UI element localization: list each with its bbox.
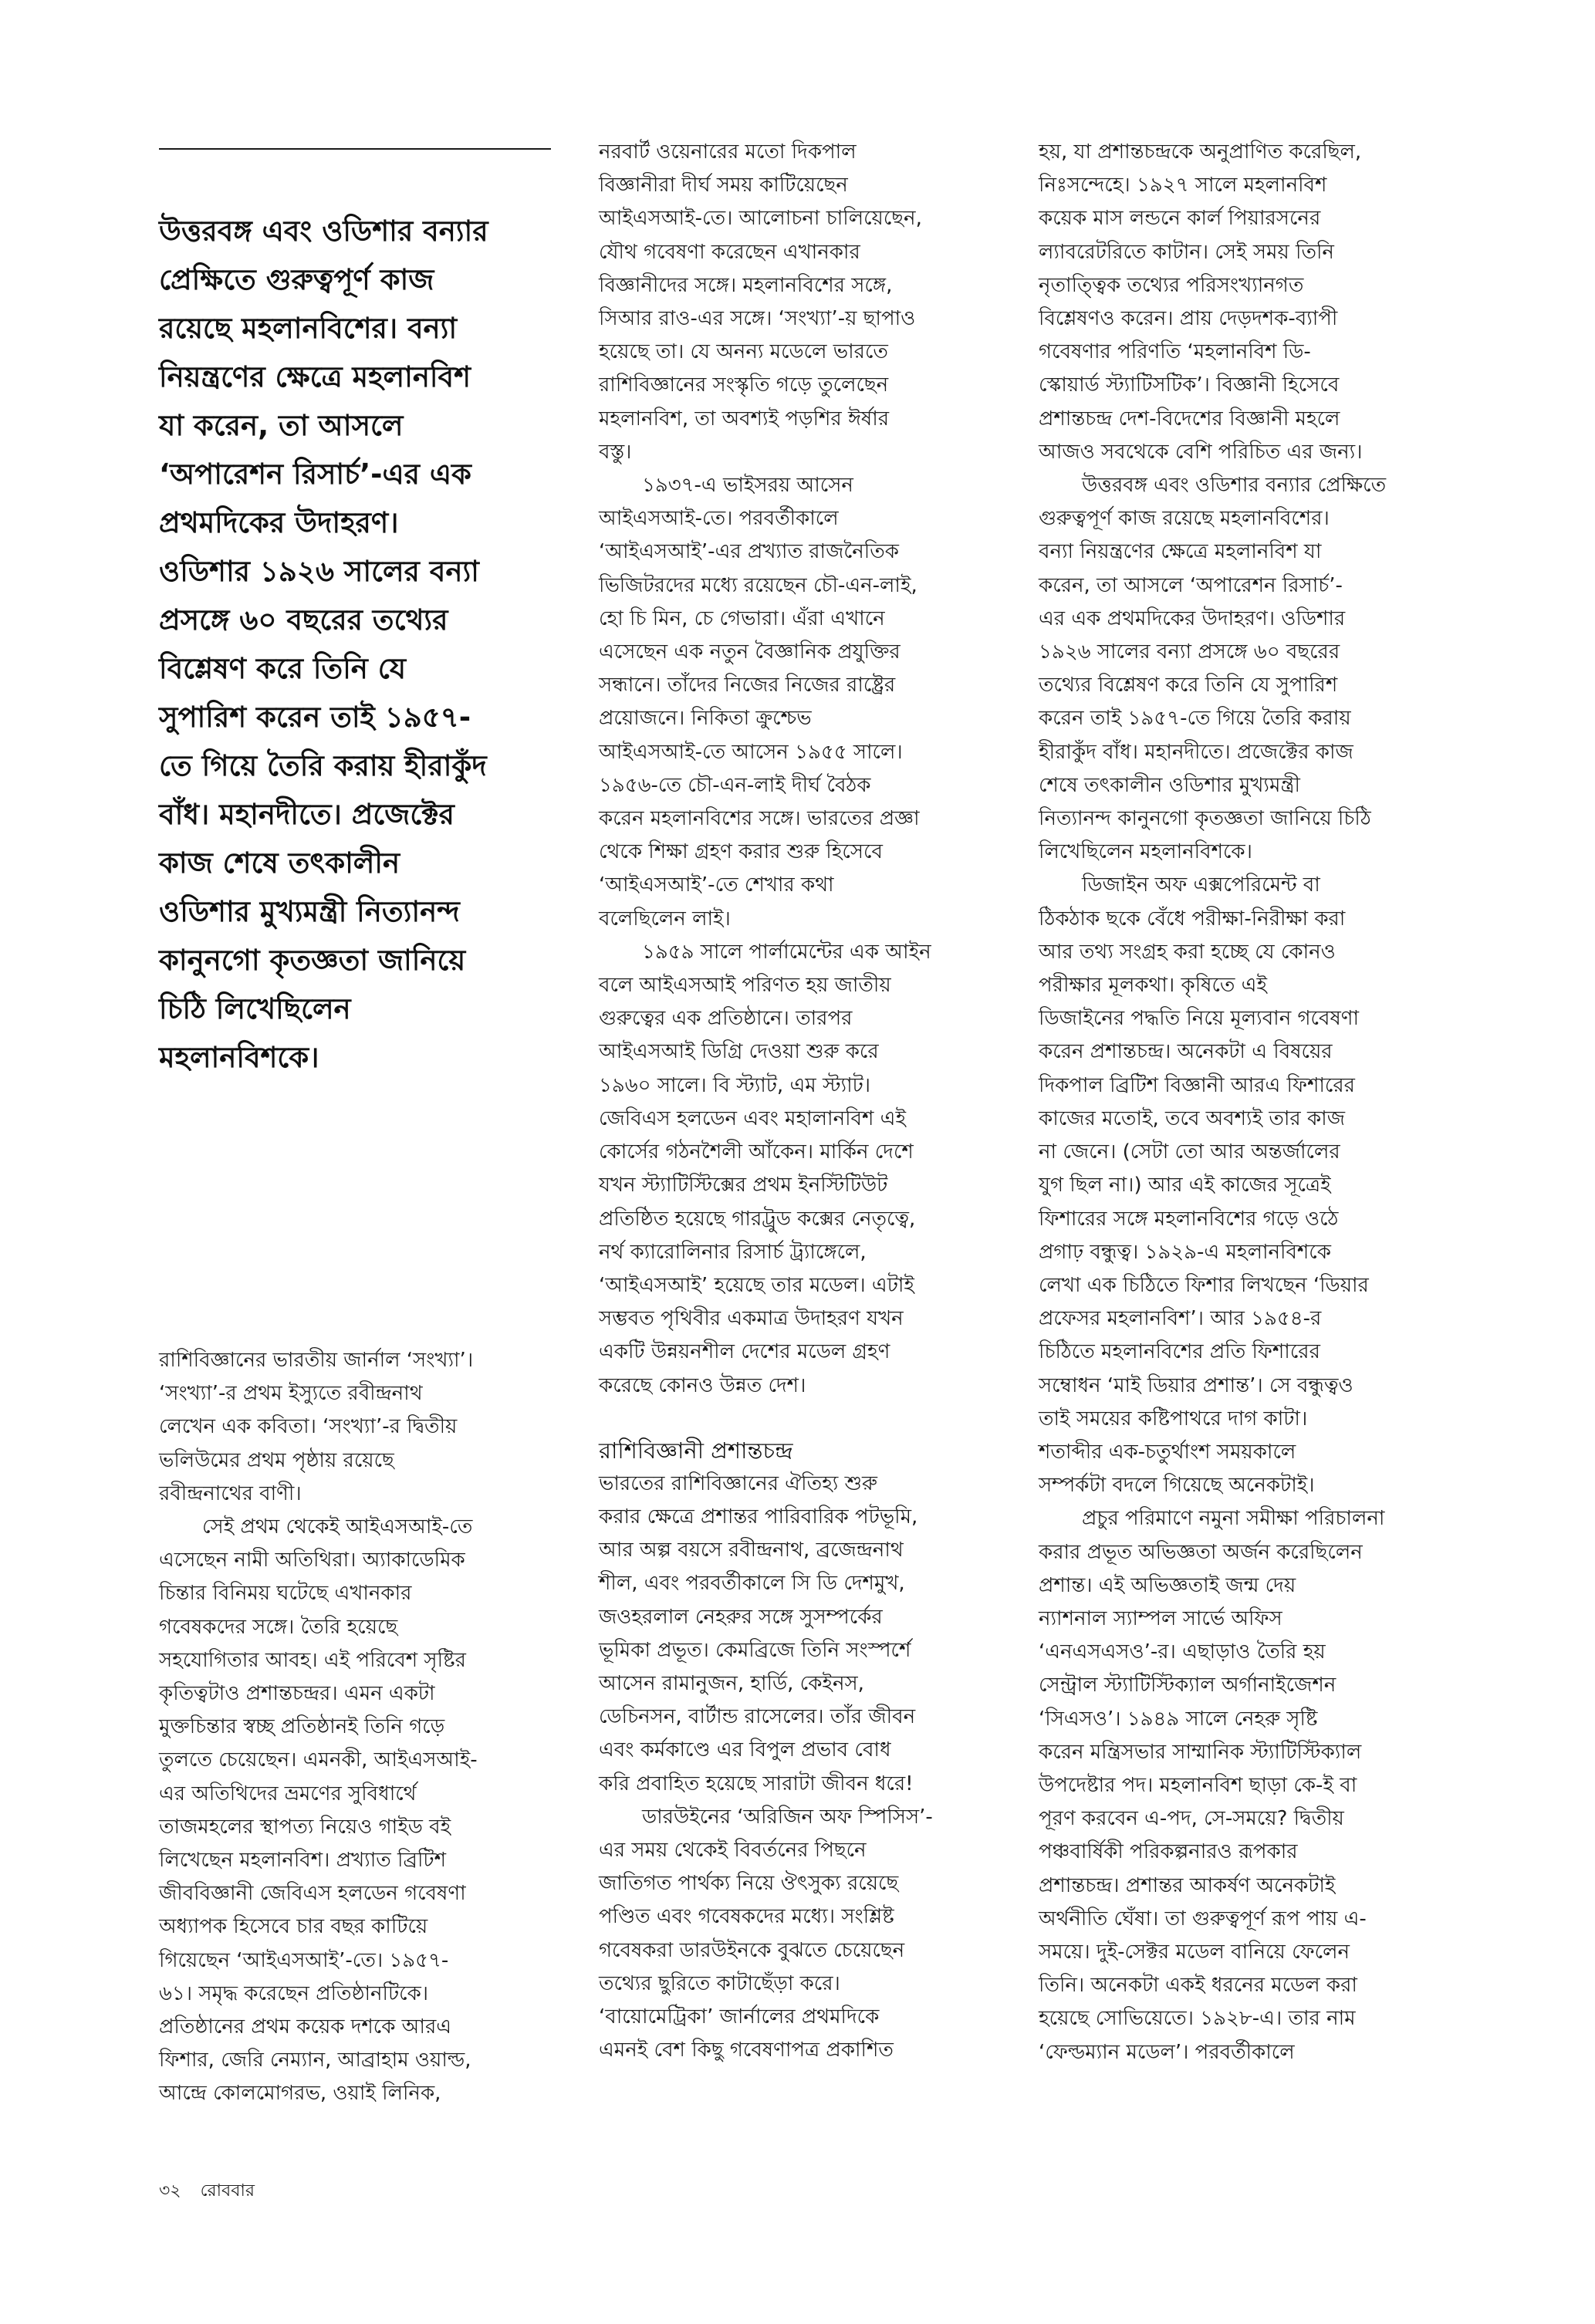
body-text-line: উত্তরবঙ্গ এবং ওডিশার বন্যার প্রেক্ষিতে — [1082, 474, 1387, 498]
pull-quote-line: প্রথমদিকের উদাহরণ। — [159, 506, 399, 539]
body-text-line: করি প্রবাহিত হয়েছে সারাটা জীবন ধরে! — [599, 1772, 914, 1795]
body-text-line: রবীন্দ্রনাথের বাণী। — [159, 1481, 302, 1505]
body-text-line: ১৯৩৭-এ ভাইসরয় আসেন — [642, 474, 853, 498]
body-text-line: বন্যা নিয়ন্ত্রণের ক্ষেত্রে মহলানবিশ যা — [1039, 540, 1322, 564]
body-text-line: প্রফেসর মহলানবিশ’। আর ১৯৫৪-র — [1039, 1307, 1322, 1331]
publication-name: রোববার — [200, 2181, 255, 2201]
body-text-line: চিঠিতে মহলানবিশের প্রতি ফিশারের — [1039, 1340, 1320, 1364]
body-text-line: লিখেছেন মহলানবিশ। প্রখ্যাত ব্রিটিশ — [159, 1849, 446, 1873]
pull-quote-line: রয়েছে মহলানবিশের। বন্যা — [159, 312, 458, 345]
body-text-line: বলে আইএসআই পরিণত হয় জাতীয় — [599, 974, 891, 998]
body-text-line: এবং কর্মকাণ্ডে এর বিপুল প্রভাব বোধ — [599, 1738, 891, 1762]
pull-quote-line: ওডিশার ১৯২৬ সালের বন্যা — [159, 555, 479, 588]
body-text-line: জাতিগত পার্থক্য নিয়ে ঔৎসুক্য রয়েছে — [599, 1872, 899, 1896]
body-text-line: ডেচিনসন, বার্টান্ড রাসেলের। তাঁর জীবন — [599, 1705, 916, 1729]
pull-quote-line: তে গিয়ে তৈরি করায় হীরাকুঁদ — [159, 749, 487, 782]
body-text-line: প্রচুর পরিমাণে নমুনা সমীক্ষা পরিচালনা — [1082, 1507, 1385, 1531]
pull-quote-line: মহলানবিশকে। — [159, 1041, 319, 1074]
body-text-line: জেবিএস হলডেন এবং মহালানবিশ এই — [599, 1106, 906, 1130]
body-text-line: প্রশান্ত। এই অভিজ্ঞতাই জন্ম দেয় — [1039, 1573, 1296, 1597]
pull-quote-line: ওডিশার মুখ্যমন্ত্রী নিত্যানন্দ — [159, 895, 460, 928]
body-text-line: পূরণ করবেন এ-পদ, সে-সময়ে? দ্বিতীয় — [1039, 1807, 1344, 1831]
body-text-line: প্রশান্তচন্দ্র। প্রশান্তর আকর্ষণ অনেকটাই — [1039, 1873, 1336, 1897]
body-text-line: মহলানবিশ, তা অবশ্যই পড়শির ঈর্ষার — [599, 407, 890, 431]
body-text-line: ভূমিকা প্রভূত। কেমব্রিজে তিনি সংস্পর্শে — [599, 1638, 911, 1662]
body-text-line: আজও সবথেকে বেশি পরিচিত এর জন্য। — [1039, 440, 1363, 464]
body-text-line: আন্দ্রে কোলমোগরভ, ওয়াই লিনিক, — [159, 2082, 441, 2106]
body-text-line: পঞ্চবার্ষিকী পরিকল্পনারও রূপকার — [1039, 1840, 1298, 1864]
body-text-line: তাই সময়ের কষ্টিপাথরে দাগ কাটা। — [1039, 1407, 1308, 1431]
body-text-line: রাশিবিজ্ঞানের সংস্কৃতি গড়ে তুলেছেন — [599, 373, 889, 397]
body-text-line: ৬১। সমৃদ্ধ করেছেন প্রতিষ্ঠানটিকে। — [159, 1981, 429, 2005]
pull-quote-line: ‘অপারেশন রিসার্চ’-এর এক — [159, 458, 471, 491]
body-text-line: প্রতিষ্ঠিত হয়েছে গারট্রুড কক্সের নেতৃত্বে, — [599, 1207, 916, 1231]
body-text-line: না জেনে। (সেটা তো আর অন্তর্জালের — [1039, 1140, 1340, 1164]
body-text-line: ‘সিএসও’। ১৯৪৯ সালে নেহরু সৃষ্টি — [1039, 1707, 1318, 1731]
pull-quote-line: কাজ শেষে তৎকালীন — [159, 846, 400, 880]
body-text-line: কৃতিত্বটাও প্রশান্তচন্দ্রর। এমন একটা — [159, 1682, 435, 1706]
body-text-line: ‘এনএসএসও’-র। এছাড়াও তৈরি হয় — [1039, 1640, 1326, 1664]
middle-column-text-before-heading — [599, 136, 1000, 1403]
middle-column — [599, 136, 1000, 2067]
body-text-line: এমনই বেশ কিছু গবেষণাপত্র প্রকাশিত — [599, 2039, 894, 2062]
body-text-line: তুলতে চেয়েছেন। এমনকী, আইএসআই- — [159, 1748, 478, 1772]
body-text-line: নর্থ ক্যারোলিনার রিসার্চ ট্র্যাঙ্গেলে, — [599, 1240, 867, 1264]
body-text-line: নরবার্ট ওয়েনারের মতো দিকপাল — [599, 140, 857, 164]
middle-column-text-after-heading — [599, 1468, 1000, 2068]
body-text-line: সম্বোধন ‘মাই ডিয়ার প্রশান্ত’। সে বন্ধুত্বও — [1039, 1373, 1353, 1397]
body-text-line: অধ্যাপক হিসেবে চার বছর কাটিয়ে — [159, 1915, 428, 1939]
body-text-line: এর অতিথিদের ভ্রমণের সুবিধার্থে — [159, 1782, 417, 1805]
body-text-line: তথ্যের ছুরিতে কাটাছেঁড়া করে। — [599, 1971, 840, 1995]
body-text-line: অর্থনীতি ঘেঁষা। তা গুরুত্বপূর্ণ রূপ পায় এ- — [1039, 1907, 1367, 1930]
body-text-line: হীরাকুঁদ বাঁধ। মহানদীতে। প্রজেক্টের কাজ — [1039, 740, 1353, 764]
body-text-line: করেছে কোনও উন্নত দেশ। — [599, 1373, 806, 1397]
body-text-line: এর সময় থেকেই বিবর্তনের পিছনে — [599, 1838, 867, 1862]
body-text-line: লিখেছিলেন মহলানবিশকে। — [1039, 840, 1252, 864]
body-text-line: বস্তু। — [599, 440, 632, 464]
body-text-line: যুগ ছিল না।) আর এই কাজের সূত্রেই — [1039, 1174, 1331, 1197]
body-text-line: আসেন রামানুজন, হার্ডি, কেইনস, — [599, 1671, 864, 1695]
body-text-line: প্রয়োজনে। নিকিতা ক্রুশ্চেভ — [599, 707, 812, 731]
body-text-line: করেন মন্ত্রিসভার সাম্মানিক স্ট্যাটিস্টিক্যাল — [1039, 1740, 1362, 1764]
body-text-line: এর এক প্রথমদিকের উদাহরণ। ওডিশার — [1039, 606, 1346, 630]
pull-quote — [159, 207, 560, 1082]
body-text-line: আইএসআই-তে। পরবর্তীকালে — [599, 507, 839, 531]
body-text-line: করার প্রভূত অভিজ্ঞতা অর্জন করেছিলেন — [1039, 1540, 1363, 1564]
body-text-line: সহযোগিতার আবহ। এই পরিবেশ সৃষ্টির — [159, 1648, 466, 1672]
body-text-line: ‘আইএসআই’-এর প্রখ্যাত রাজনৈতিক — [599, 540, 899, 564]
body-text-line: আইএসআই-তে আসেন ১৯৫৫ সালে। — [599, 740, 903, 764]
top-rule-divider — [159, 148, 551, 150]
body-text-line: ডিজাইন অফ এক্সপেরিমেন্ট বা — [1082, 873, 1320, 897]
body-text-line: ফিশার, জেরি নেম্যান, আব্রাহাম ওয়াল্ড, — [159, 2049, 471, 2072]
body-text-line: করেন মহলানবিশের সঙ্গে। ভারতের প্রজ্ঞা — [599, 807, 920, 831]
pull-quote-line: চিঠি লিখেছিলেন — [159, 992, 351, 1025]
body-text-line: ন্যাশনাল স্যাম্পল সার্ভে অফিস — [1039, 1606, 1282, 1630]
body-text-line: চিন্তার বিনিময় ঘটেছে এখানকার — [159, 1582, 412, 1606]
body-text-line: প্রগাঢ় বন্ধুত্ব। ১৯২৯-এ মহলানবিশকে — [1039, 1240, 1331, 1264]
body-text-line: প্রশান্তচন্দ্র দেশ-বিদেশের বিজ্ঞানী মহলে — [1039, 407, 1340, 431]
body-text-line: বিশ্লেষণও করেন। প্রায় দেড়দশক-ব্যাপী — [1039, 307, 1338, 331]
pull-quote-line: সুপারিশ করেন তাই ১৯৫৭- — [159, 701, 471, 734]
body-text-line: হয়েছে সোভিয়েতে। ১৯২৮-এ। তার নাম — [1039, 2007, 1356, 2031]
body-text-line: মুক্তচিন্তার স্বচ্ছ প্রতিষ্ঠানই তিনি গড়ে — [159, 1715, 445, 1739]
body-text-line: করেন প্রশান্তচন্দ্র। অনেকটা এ বিষয়ের — [1039, 1040, 1333, 1064]
body-text-line: সম্পর্কটা বদলে গিয়েছে অনেকটাই। — [1039, 1474, 1315, 1498]
body-text-line: আর তথ্য সংগ্রহ করা হচ্ছে যে কোনও — [1039, 940, 1336, 964]
body-text-line: পরীক্ষার মূলকথা। কৃষিতে এই — [1039, 974, 1267, 998]
body-text-line: লেখা এক চিঠিতে ফিশার লিখছেন ‘ডিয়ার — [1039, 1273, 1369, 1297]
body-text-line: করার ক্ষেত্রে প্রশান্তর পারিবারিক পটভূমি, — [599, 1505, 918, 1529]
body-text-line: প্রতিষ্ঠানের প্রথম কয়েক দশকে আরএ — [159, 2015, 452, 2039]
pull-quote-line: উত্তরবঙ্গ এবং ওডিশার বন্যার — [159, 214, 488, 248]
pull-quote-line: নিয়ন্ত্রণের ক্ষেত্রে মহলানবিশ — [159, 360, 471, 394]
body-text-line: শীল, এবং পরবর্তীকালে সি ডি দেশমুখ, — [599, 1572, 905, 1596]
pull-quote-line: কানুনগো কৃতজ্ঞতা জানিয়ে — [159, 944, 466, 977]
left-column-body — [159, 1344, 560, 2111]
body-text-line: পণ্ডিত এবং গবেষকদের মধ্যে। সংশ্লিষ্ট — [599, 1905, 894, 1929]
body-text-line: কয়েক মাস লন্ডনে কার্ল পিয়ারসনের — [1039, 207, 1321, 231]
body-text-line: ‘বায়োমেট্রিকা’ জার্নালের প্রথমদিকে — [599, 2005, 880, 2028]
page-number: ৩২ — [159, 2181, 181, 2201]
body-text-line: স্কোয়ার্ড স্ট্যাটিসটিক’। বিজ্ঞানী হিসেবে — [1039, 373, 1340, 397]
body-text-line: ভলিউমের প্রথম পৃষ্ঠায় রয়েছে — [159, 1448, 394, 1472]
body-text-line: সম্ভবত পৃথিবীর একমাত্র উদাহরণ যখন — [599, 1307, 904, 1331]
body-text-line: হয়, যা প্রশান্তচন্দ্রকে অনুপ্রাণিত করেছিল, — [1039, 140, 1362, 164]
body-text-line: কোর্সের গঠনশৈলী আঁকেন। মার্কিন দেশে — [599, 1140, 914, 1164]
body-text-line: তাজমহলের স্থাপত্য নিয়েও গাইড বই — [159, 1815, 451, 1839]
body-text-line: হয়েছে তা। যে অনন্য মডেলে ভারতে — [599, 340, 888, 364]
body-text-line: নিঃসন্দেহে। ১৯২৭ সালে মহলানবিশ — [1039, 174, 1327, 198]
body-text-line: ফিশারের সঙ্গে মহলানবিশের গড়ে ওঠে — [1039, 1207, 1339, 1231]
body-text-line: তথ্যের বিশ্লেষণ করে তিনি যে সুপারিশ — [1039, 674, 1338, 698]
body-text-line: ১৯৫৯ সালে পার্লামেন্টের এক আইন — [642, 940, 931, 964]
body-text-line: থেকে শিক্ষা গ্রহণ করার শুরু হিসেবে — [599, 840, 883, 864]
body-text-line: গিয়েছেন ‘আইএসআই’-তে। ১৯৫৭- — [159, 1948, 449, 1972]
body-text-line: নৃতাত্ত্বিক তথ্যের পরিসংখ্যানগত — [1039, 273, 1304, 297]
body-text-line: লেখেন এক কবিতা। ‘সংখ্যা’-র দ্বিতীয় — [159, 1415, 458, 1439]
body-text-line: গবেষকদের সঙ্গে। তৈরি হয়েছে — [159, 1615, 398, 1639]
body-text-line: বলেছিলেন লাই। — [599, 907, 731, 931]
body-text-line: আর অল্প বয়সে রবীন্দ্রনাথ, ব্রজেন্দ্রনাথ — [599, 1539, 904, 1562]
body-text-line: সময়ে। দুই-সেক্টর মডেল বানিয়ে ফেলেন — [1039, 1940, 1350, 1964]
body-text-line: একটি উন্নয়নশীল দেশের মডেল গ্রহণ — [599, 1340, 890, 1364]
body-text-line: হো চি মিন, চে গেভারা। এঁরা এখানে — [599, 606, 885, 630]
body-text-line: গবেষণার পরিণতি ‘মহলানবিশ ডি- — [1039, 340, 1311, 364]
body-text-line: তিনি। অনেকটা একই ধরনের মডেল করা — [1039, 1974, 1357, 1998]
body-text-line: জওহরলাল নেহরুর সঙ্গে সুসম্পর্কের — [599, 1605, 883, 1629]
body-text-line: বিজ্ঞানীরা দীর্ঘ সময় কাটিয়েছেন — [599, 174, 848, 198]
body-text-line: গুরুত্বপূর্ণ কাজ রয়েছে মহলানবিশের। — [1039, 507, 1330, 531]
body-text-line: যখন স্ট্যাটিস্টিক্সের প্রথম ইনস্টিটিউট — [599, 1174, 888, 1197]
body-text-line: সেই প্রথম থেকেই আইএসআই-তে — [202, 1515, 473, 1539]
body-text-line: নিত্যানন্দ কানুনগো কৃতজ্ঞতা জানিয়ে চিঠি — [1039, 807, 1371, 831]
pull-quote-line: বাঁধ। মহানদীতে। প্রজেক্টের — [159, 798, 455, 831]
body-text-line: সিআর রাও-এর সঙ্গে। ‘সংখ্যা’-য় ছাপাও — [599, 307, 916, 331]
body-text-line: এসেছেন নামী অতিথিরা। অ্যাকাডেমিক — [159, 1549, 465, 1572]
body-text-line: ‘ফেল্ডম্যান মডেল’। পরবর্তীকালে — [1039, 2040, 1295, 2064]
body-text-line: করেন, তা আসলে ‘অপারেশন রিসার্চ’- — [1039, 573, 1343, 597]
body-text-line: ‘সংখ্যা’-র প্রথম ইস্যুতে রবীন্দ্রনাথ — [159, 1382, 423, 1406]
body-text-line: ১৯২৬ সালের বন্যা প্রসঙ্গে ৬০ বছরের — [1039, 640, 1340, 664]
pull-quote-line: যা করেন, তা আসলে — [159, 409, 404, 442]
pull-quote-line: প্রেক্ষিতে গুরুত্বপূর্ণ কাজ — [159, 263, 434, 296]
body-text-line: শতাব্দীর এক-চতুর্থাংশ সময়কালে — [1039, 1440, 1296, 1464]
body-text-line: গুরুত্বের এক প্রতিষ্ঠানে। তারপর — [599, 1007, 853, 1031]
right-column — [1039, 136, 1455, 2069]
body-text-line: আইএসআই ডিগ্রি দেওয়া শুরু করে — [599, 1040, 879, 1064]
page-footer — [159, 2177, 255, 2206]
body-text-line: বিজ্ঞানীদের সঙ্গে। মহলানবিশের সঙ্গে, — [599, 273, 893, 297]
body-text-line: রাশিবিজ্ঞানের ভারতীয় জার্নাল ‘সংখ্যা’। — [159, 1349, 474, 1372]
body-text-line: করেন তাই ১৯৫৭-তে গিয়ে তৈরি করায় — [1039, 707, 1351, 731]
body-text-line: ঠিকঠাক ছকে বেঁধে পরীক্ষা-নিরীক্ষা করা — [1039, 907, 1346, 931]
body-text-line: ‘আইএসআই’ হয়েছে তার মডেল। এটাই — [599, 1273, 914, 1297]
pull-quote-line: প্রসঙ্গে ৬০ বছরের তথ্যের — [159, 603, 448, 637]
body-text-line: জীববিজ্ঞানী জেবিএস হলডেন গবেষণা — [159, 1882, 466, 1906]
body-text-line: সন্ধানে। তাঁদের নিজের নিজের রাষ্ট্রের — [599, 674, 896, 698]
body-text-line: যৌথ গবেষণা করেছেন এখানকার — [599, 240, 860, 264]
body-text-line: সেন্ট্রাল স্ট্যাটিস্টিক্যাল অর্গানাইজেশন — [1039, 1674, 1336, 1697]
body-text-line: শেষে তৎকালীন ওডিশার মুখ্যমন্ত্রী — [1039, 773, 1300, 797]
body-text-line: ‘আইএসআই’-তে শেখার কথা — [599, 873, 834, 897]
body-text-line: ডিজাইনের পদ্ধতি নিয়ে মূল্যবান গবেষণা — [1039, 1007, 1360, 1031]
body-text-line: গবেষকরা ডারউইনকে বুঝতে চেয়েছেন — [599, 1938, 905, 1962]
body-text-line: ল্যাবরেটরিতে কাটান। সেই সময় তিনি — [1039, 240, 1334, 264]
body-text-line: ১৯৬০ সালে। বি স্ট্যাট, এম স্ট্যাট। — [599, 1073, 871, 1097]
body-text-line: দিকপাল ব্রিটিশ বিজ্ঞানী আরএ ফিশারের — [1039, 1073, 1355, 1097]
section-subheading: রাশিবিজ্ঞানী প্রশান্তচন্দ্র — [599, 1437, 793, 1464]
body-text-line: এসেছেন এক নতুন বৈজ্ঞানিক প্রযুক্তির — [599, 640, 901, 664]
body-text-line: ভারতের রাশিবিজ্ঞানের ঐতিহ্য শুরু — [599, 1471, 877, 1495]
body-text-line: আইএসআই-তে। আলোচনা চালিয়েছেন, — [599, 207, 922, 231]
body-text-line: উপদেষ্টার পদ। মহলানবিশ ছাড়া কে-ই বা — [1039, 1773, 1357, 1797]
body-text-line: ১৯৫৬-তে চৌ-এন-লাই দীর্ঘ বৈঠক — [599, 773, 871, 797]
pull-quote-line: বিশ্লেষণ করে তিনি যে — [159, 652, 407, 685]
body-text-line: কাজের মতোই, তবে অবশ্যই তার কাজ — [1039, 1106, 1345, 1130]
body-text-line: ডারউইনের ‘অরিজিন অফ স্পিসিস’- — [642, 1805, 933, 1829]
body-text-line: ভিজিটরদের মধ্যে রয়েছেন চৌ-এন-লাই, — [599, 573, 917, 597]
